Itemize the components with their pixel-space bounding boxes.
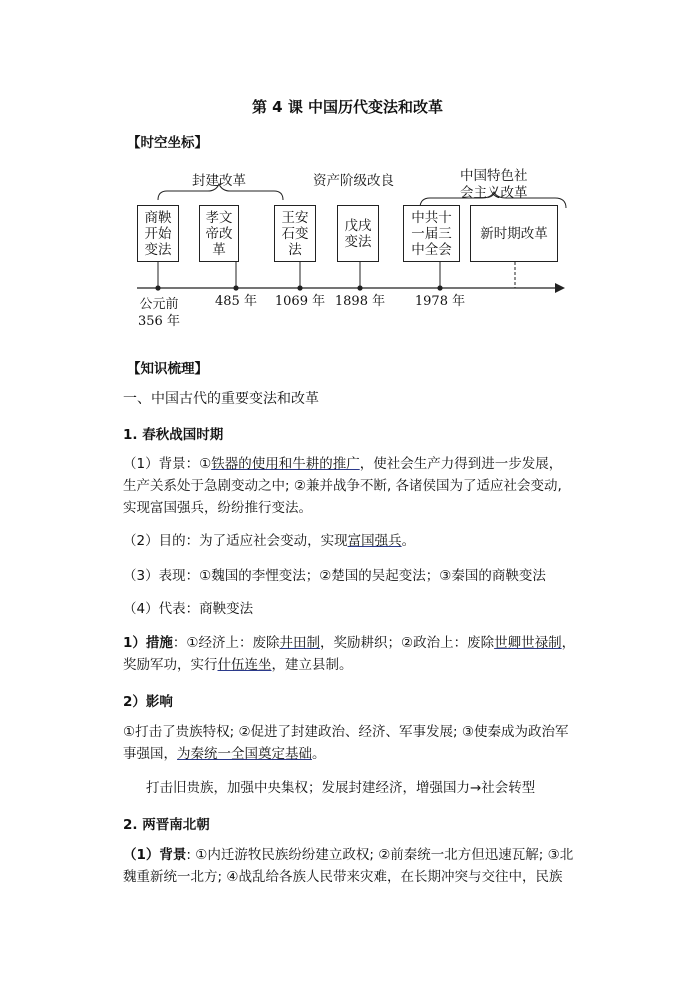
heading-jin-dynasties: 2. 两晋南北朝 [123, 817, 210, 833]
underline-well-field: 井田制 [279, 635, 321, 651]
year-label: 1978 年 [414, 294, 466, 309]
impact-label: 2）影响 [123, 694, 173, 710]
heading-spring-autumn: 1. 春秋战国时期 [123, 427, 224, 443]
event-box-new-era-reform: 新时期改革 [470, 205, 558, 262]
timeline-dot [437, 285, 442, 290]
section-label-timeline: 【时空坐标】 [127, 135, 208, 151]
heading-ancient-reforms: 一、中国古代的重要变法和改革 [123, 391, 319, 407]
representative-line: （4）代表：商鞅变法 [123, 601, 254, 617]
event-box-shang-yang: 商鞅 开始 变法 [137, 205, 179, 262]
event-box-wang-anshi: 王安 石变 法 [274, 205, 316, 262]
underline-collective-punishment: 什伍连坐 [217, 657, 272, 673]
timeline-arrow [555, 283, 565, 293]
group-label-feudal: 封建改革 [192, 173, 246, 189]
timeline-dot [233, 285, 238, 290]
year-label: 公元前 356 年 [138, 297, 180, 329]
underline-iron-tools: 铁器的使用和牛耕的推广 [211, 456, 360, 472]
event-box-xiaowen: 孝文 帝改 革 [199, 205, 239, 262]
measures-paragraph: 1）措施：①经济上：废除井田制，奖励耕织；②政治上：废除世卿世禄制， 奖励军功，实行什伍连坐，建立县制。 [123, 635, 576, 673]
group-label-socialist-2: 会主义改革 [460, 185, 528, 201]
year-label: 1069 年 [274, 294, 326, 309]
page-title: 第 4 课 中国历代变法和改革 [251, 98, 444, 116]
year-label: 1898 年 [334, 294, 386, 309]
goal-line: （2）目的：为了适应社会变动，实现富国强兵。 [123, 533, 416, 549]
year-label: 485 年 [215, 294, 257, 309]
timeline-dot [155, 285, 160, 290]
performance-line: （3）表现：①魏国的李悝变法；②楚国的吴起变法；③秦国的商鞅变法 [123, 568, 546, 584]
summary-line: 打击旧贵族，加强中央集权；发展封建经济，增强国力→社会转型 [146, 780, 536, 796]
underline-hereditary: 世卿世禄制 [494, 635, 562, 651]
group-label-bourgeois: 资产阶级改良 [313, 173, 394, 189]
timeline-dot [357, 285, 362, 290]
section-label-knowledge: 【知识梳理】 [127, 361, 208, 377]
underline-rich-strong: 富国强兵 [347, 533, 402, 549]
group-label-socialist-1: 中国特色社 [460, 168, 528, 184]
impact-paragraph: ①打击了贵族特权; ②促进了封建政治、经济、军事发展; ③使秦成为政治军 事强国，为秦统一全国奠定基础。 [123, 724, 569, 762]
background-paragraph: （1）背景：①铁器的使用和牛耕的推广，使社会生产力得到进一步发展， 生产关系处于急剧变动之中; ②兼并战争不断, 各诸侯国为了适应社会变动, 实现富国强兵，纷纷推行变法。 [123, 456, 563, 516]
timeline-dot [297, 285, 302, 290]
part2-background-paragraph: （1）背景: ①内迁游牧民族纷纷建立政权; ②前秦统一北方但迅速瓦解; ③北 魏重新统一北方; ④战乱给各族人民带来灾难，在长期冲突与交往中，民族 [123, 847, 574, 885]
event-box-wuxu: 戊戌 变法 [337, 205, 379, 262]
underline-qin-unification: 为秦统一全国奠定基础 [177, 746, 312, 762]
event-box-third-plenum: 中共十 一届三 中全会 [403, 205, 460, 262]
